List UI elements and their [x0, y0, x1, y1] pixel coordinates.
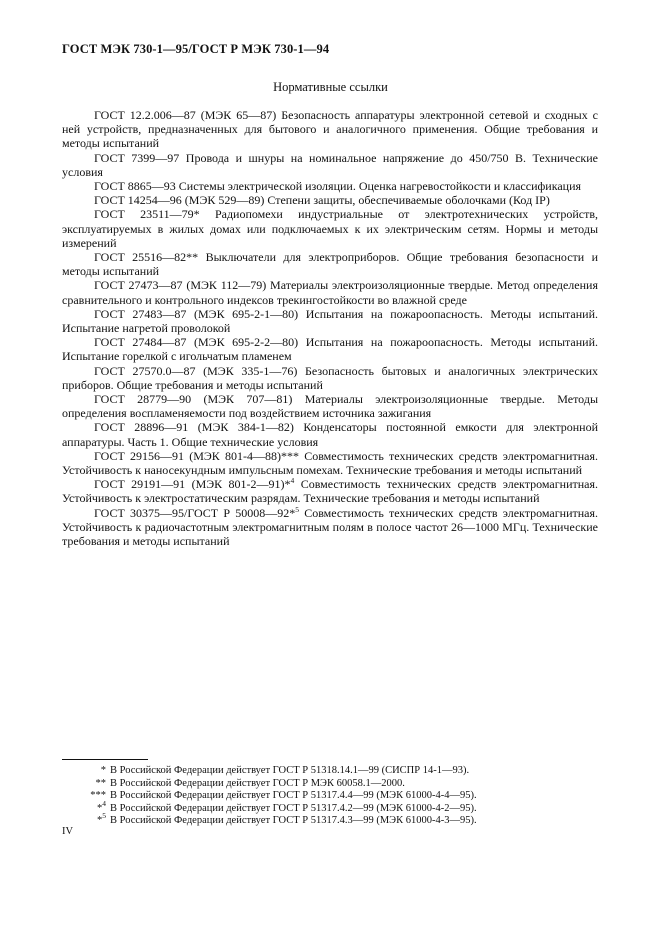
footnote-text: В Российской Федерации действует ГОСТ Р 51317.4.4—99 (МЭК 61000-4-4—95). [110, 790, 477, 802]
reference-item: ГОСТ 29156—91 (МЭК 801-4—88)*** Совместимость технических средств электромагнитная. Устойчивость к наносекундным импульсным помехам. Технические требования и методы испытаний [62, 448, 598, 478]
ref-start: ГОСТ 30375—95/ГОСТ Р 50008—92* [94, 505, 296, 520]
reference-item: ГОСТ 12.2.006—87 (МЭК 65—87) Безопасность аппаратуры электронной сетевой и сходных с ней устройств, предназначенных для бытового и аналогичного применения. Общие требования и методы испытаний [62, 108, 598, 151]
reference-item: ГОСТ 28896—91 (МЭК 384-1—82) Конденсаторы постоянной емкости для электронной аппаратуры. Часть 1. Общие технические условия [62, 420, 598, 449]
footnotes [62, 765, 602, 828]
ref-start: ГОСТ 29191—91 (МЭК 801-2—91)* [94, 477, 291, 492]
footnote-mark: * [100, 765, 106, 776]
footnote-divider [62, 759, 148, 760]
page-number: IV [62, 826, 74, 837]
ref-footnote-mark: 4 [290, 476, 295, 486]
reference-item: ГОСТ 25516—82** Выключатели для электроприборов. Общие требования безопасности и методы испытаний [62, 250, 598, 279]
footnote [62, 811, 602, 828]
reference-item: ГОСТ 27570.0—87 (МЭК 335-1—76) Безопасность бытовых и аналогичных электрических приборов. Общие требования и методы испытаний [62, 363, 598, 392]
reference-item-30375 [62, 506, 598, 549]
running-header: ГОСТ МЭК 730-1—95/ГОСТ Р МЭК 730-1—94 [62, 42, 330, 56]
footnote-text: В Российской Федерации действует ГОСТ Р 51317.4.2—99 (МЭК 61000-4-2—95). [110, 802, 477, 814]
footnote-mark: *$^4$ [97, 798, 106, 814]
reference-item: ГОСТ 7399—97 Провода и шнуры на номинальное напряжение до 450/750 В. Технические условия [62, 150, 598, 179]
ref-footnote-mark: 5 [295, 504, 299, 514]
ref-rest: Совместимость технических средств электромагнитная. Устойчивость к электростатическим разрядам. Технические требования и методы испытаний [62, 477, 598, 506]
footnote [62, 765, 602, 778]
reference-item: ГОСТ 28779—90 (МЭК 707—81) Материалы электроизоляционные твердые. Методы определения воспламеняемости под воздействием источника зажигания [62, 392, 598, 421]
ref-rest: Совместимость технических средств электромагнитная. Устойчивость к радиочастотным электромагнитным полям в полосе частот 26—1000 МГц. Технические требования и методы испытаний [62, 505, 598, 549]
reference-item: ГОСТ 23511—79* Радиопомехи индустриальные от электротехнических устройств, эксплуатируемых в жилых домах или подключаемых к их электрическим сетям. Нормы и методы измерений [62, 207, 598, 250]
reference-item: ГОСТ 8865—93 Системы электрической изоляции. Оценка нагревостойкости и классификация [94, 179, 582, 194]
footnote-text: В Российской Федерации действует ГОСТ Р 51317.4.3—99 (МЭК 61000-4-3—95). [110, 815, 477, 827]
reference-item: ГОСТ 27473—87 (МЭК 112—79) Материалы электроизоляционные твердые. Метод определения сравнительного и контрольного индексов трекингостойкости во влажной среде [62, 278, 598, 307]
footnote [62, 790, 602, 803]
section-title: Нормативные ссылки [273, 80, 388, 94]
footnote [62, 798, 602, 816]
reference-item: ГОСТ 27484—87 (МЭК 695-2-2—80) Испытания на пожароопасность. Методы испытаний. Испытание горелкой с игольчатым пламенем [62, 335, 598, 364]
footnote-mark: *$^5$ [97, 811, 106, 827]
footnote [62, 778, 602, 791]
reference-item: ГОСТ 27483—87 (МЭК 695-2-1—80) Испытания на пожароопасность. Методы испытаний. Испытание нагретой проволокой [62, 306, 598, 336]
footnote-mark: *** [90, 790, 106, 802]
reference-item-29191 [62, 477, 598, 505]
footnote-mark: ** [95, 777, 106, 789]
footnote-text: В Российской Федерации действует ГОСТ Р 51318.14.1—99 (СИСПР 14-1—93). [110, 765, 470, 776]
footnote-text: В Российской Федерации действует ГОСТ Р МЭК 60058.1—2000. [110, 777, 405, 789]
references-list [62, 108, 598, 548]
reference-item: ГОСТ 14254—96 (МЭК 529—89) Степени защиты, обеспечиваемые оболочками (Код IP) [94, 193, 550, 208]
